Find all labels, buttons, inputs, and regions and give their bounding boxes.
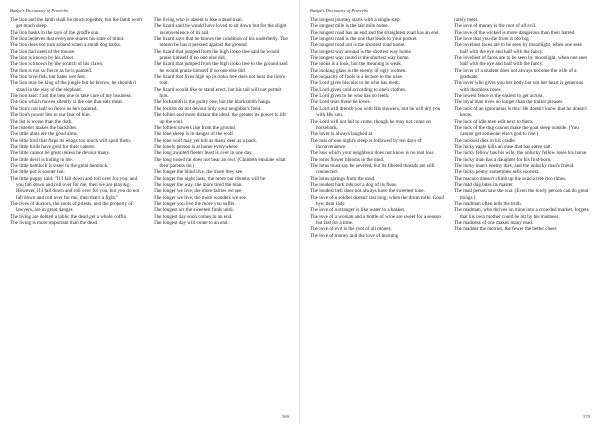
proverb-entry: The lover of a student does not always become the wife of a graduate. [454, 67, 577, 81]
proverb-entry: The lizard says that he knows the condition of his underbelly. The reason he has it pressed against the ground. [153, 36, 288, 49]
proverb-entry: The longest way around is the shortest way home. [310, 48, 412, 55]
proverb-entry: The madder the merrier, the fewer the better cheer. [454, 226, 558, 233]
proverb-entry: The longest act the sweetest finds until. [153, 207, 234, 214]
page-number: 570 [583, 414, 590, 419]
proverb-entry: The loss which your neighbour does not know is no real loss. [310, 150, 435, 157]
proverb-entry: The locksmith is the guilty one, but the blacksmith hangs. [153, 99, 272, 106]
proverb-entry: The longest road out is the shortest road home. [310, 42, 406, 49]
proverb-entry: The lion's power lies in our fear of him. [10, 112, 91, 119]
column [154, 17, 290, 408]
proverb-entry: The lone sheep is in danger of the wolf. [153, 131, 235, 138]
column [10, 17, 146, 408]
proverb-entry: The madness of one makes many mad. [454, 220, 534, 226]
proverb-entry: The looks is a look, but the meaning is weak. [310, 61, 403, 68]
proverb-entry: The loyal man lives no longer than the traitor pleases. [454, 99, 564, 106]
proverb-entry: The little devil is hiding in me. [10, 156, 73, 163]
proverb-entry: The locusts do not devour only your neighbor's field. [153, 105, 262, 112]
proverb-entry: The lion is known by the scratch of his claws. [10, 61, 104, 68]
proverb-entry: The lion had need of the mouse. [10, 48, 76, 55]
proverb-entry: The lonely person is at home everywhere. [153, 143, 239, 150]
proverb-entry: The mad person saw the war. (Even the lowly person can do great things.) [454, 188, 589, 201]
text-columns [10, 17, 289, 408]
right-page [300, 0, 600, 424]
proverb-entry: The loss of one night's sleep is followed by ten days of inconvenience. [310, 137, 422, 150]
proverb-entry: The love that you die from is too big. [454, 36, 530, 43]
proverb-entry: The loveliest of faces are to be seen by moonlight, when one sees half with the eye and half with the fancy. [454, 55, 588, 68]
proverb-entry: The longest day will come to an end. [153, 220, 229, 226]
column [310, 17, 446, 408]
proverb-entry: The little puppy said: "If I fall down and roll over for you, and you fall down and roll over for me, then we are playing. However, if I fall down and roll over for you, but you do not fall down and roll over for me, then that's a fight." [10, 175, 140, 201]
proverb-entry: The looking glass is the enemy of ugly women. [310, 67, 407, 74]
proverb-entry: The lion which moves silently is the one that eats meat. [10, 99, 124, 106]
proverb-entry: The longer we live, the more wonders we see. [153, 194, 248, 201]
proverb-entry: The lion may be king of the jungle but he knows, he shouldn't stand in the way of the elephant. [10, 80, 137, 93]
proverb-entry: The loftier and more distant the ideal, the greater its power to lift up the soul. [153, 112, 286, 125]
proverb-entry: The lion is known by his claws. [10, 55, 75, 62]
proverb-entry: The lizard that lives high up in iroko tree does not hear the lion's roar. [153, 74, 285, 87]
proverb-entry: The little birds have gold for their caterer. [10, 143, 96, 150]
proverb-entry: The macaco doesn't climb up the acacia tree two times. [454, 175, 567, 182]
column [454, 17, 590, 408]
proverb-entry: The longer the blind live, the more they see. [153, 169, 244, 176]
proverb-entry: The long awaited fleeter feast is over in one day. [153, 150, 253, 157]
proverb-entry: The lives of doctors, the souls of priests, and the property of lawyers, are in great danger. [10, 200, 133, 214]
proverb-entry: The love of a woman and a bottle of wine are sweet for a season but last for a time. [310, 213, 441, 226]
proverb-entry: The loudest bark rids not a dog of its fleas. [310, 181, 398, 188]
proverb-entry: The love of a stranger is like water in a basket. [310, 207, 406, 214]
proverb-entry: The lion said: I am the best one to take care of my business. [10, 93, 132, 100]
proverb-entry: The madman, who thrives on mine into a crowded market, forgets that his own mother could be hit by his madness. [454, 207, 589, 220]
proverb-entry: The lizard that jumped from the high iroko tree said he would praise himself if no one else did. [153, 48, 280, 62]
proverb-entry: The luckiest dies in his cradle. [454, 137, 516, 144]
proverb-entry: The loftiest towers rise from the ground. [153, 124, 236, 131]
proverb-entry: The luck of an ignoramus is this: He doesn't know that he doesn't know. [454, 105, 587, 119]
proverb-entry: The longest day soon comes to an end. [153, 213, 233, 220]
proverb-entry: The longer we live, the more fairies we see. [153, 188, 243, 195]
proverb-entry: The lion love-fish, but hates wet feet. [10, 74, 87, 81]
proverb-entry: The loquacity of fools is a lecture to the wise. [310, 74, 404, 81]
proverb-entry: The love of money is the root of all evil. [454, 23, 537, 30]
proverb-entry: The longer the way, the more tired the man. [153, 181, 243, 188]
proverb-entry: The longest road is the one that leads to your pocket. [310, 36, 418, 43]
proverb-entry: The lion's not half so fierce as he's painted. [10, 105, 98, 112]
proverb-entry: The lion does not turn around when a small dog barks. [10, 42, 122, 49]
proverb-entry: The lover who gives you her body but not her heart is generous with thornless roses. [454, 80, 584, 93]
proverb-entry: The lizard would like to stand erect, but his tail will not permit him. [153, 86, 282, 100]
proverb-entry: The little hemlock is sister to the great hemlock. [10, 162, 109, 169]
proverb-entry: The lion basks in the rays of the giraffe sun. [10, 29, 100, 36]
proverb-entry: The lowest fence is the easiest to get across. [454, 93, 544, 100]
proverb-entry: The love of a soldier doesn't last long; when the drum rolls: Good bye, dear lady. [310, 194, 444, 207]
proverb-entry: The listener makes the backbiter. [10, 124, 78, 131]
proverb-entry: The Lord will drench you with His showers, but he will dry you with His sun. [310, 105, 441, 119]
proverb-entry: The lion believes that everyone shares his state of mind. [10, 36, 125, 43]
page-number: 569 [282, 414, 289, 419]
proverb-entry: The lotus springs from the mud. [310, 175, 376, 182]
proverb-entry: The love of evil is the root of all money. [310, 226, 392, 233]
proverb-entry: The loudest bell does not always have the sweetest tone. [310, 188, 425, 195]
proverb-entry: The lizard said he would have loved to sit down but for the slight inconvenience of its tail. [153, 23, 287, 36]
text-columns [310, 17, 590, 408]
proverb-entry: The loveliest faces are to be seen by moonlight, when one sees half with the eye and half with the fancy. [454, 42, 582, 55]
proverb-entry: The little cannot be great unless he devour many. [10, 150, 110, 157]
proverb-entry: The lucky eagle kills an ouse that has eaten salt. [454, 143, 552, 150]
proverb-entry: The Lord will not fail to come, though he may not come on horseback. [310, 118, 431, 131]
proverb-entry: The longer the night lasts, the more our dreams will be. [153, 175, 267, 182]
proverb-entry: The Lord gives biscuits to he who has teeth. [310, 80, 400, 87]
proverb-entry: The mad dog bites its master. [454, 181, 514, 188]
proverb-entry: The love of the wicked is more dangerous than their hatred. [454, 29, 576, 36]
proverb-entry: The lone wolf may yet kill as many deer as a pack. [153, 137, 258, 144]
proverb-entry: The living is more important than the dead. [10, 220, 99, 226]
proverb-entry: The luck of the dog cannot make the goat sleep outside. (You cannot get someone else's god to rise.) [454, 124, 579, 138]
proverb-entry: The madman often tells the truth. [454, 200, 522, 207]
proverb-entry: The lion is not so fierce as he is painted. [10, 67, 93, 74]
proverb-entry: The living are dented a table; the dead get a whole coffin. [10, 213, 128, 220]
proverb-entry: The list is worse than the doth. [10, 118, 73, 125]
proverb-entry: The longest mile is the last mile home. [310, 23, 389, 30]
proverb-entry: The Lord gives to he who has no teeth. [310, 93, 390, 100]
proverb-entry: rarely meet. [454, 17, 479, 23]
proverb-entry: The longest way round is the shortest way home. [310, 55, 410, 62]
proverb-entry: The little bird that flaps its wings too much will spoil them. [10, 137, 132, 144]
proverb-entry: The lucky fellow has his wife, the unlucky fellow loses his horse. [454, 150, 588, 157]
proverb-entry: The longest road has an end and the straightest road has an end. [310, 29, 440, 36]
proverb-entry: The lotus flower blooms in the mud. [310, 156, 385, 163]
proverb-entry: The lizard that jumped from the high iroko tree to the ground said he would praise himself if no one else did. [153, 61, 288, 74]
proverb-entry: The lover is always laughed at. [310, 131, 374, 138]
proverb-entry: The Lord gives cold according to one's clothes. [310, 86, 407, 93]
proverb-entry: The little pot is sooner hot. [10, 169, 65, 176]
proverb-entry: The lucky penny sometimes sells soonest. [454, 169, 540, 176]
running-head: Budge's Dictionary of Proverbs [10, 8, 69, 13]
proverb-entry: The Lord tests those he loves. [310, 99, 371, 106]
proverb-entry: The lotus must say be severed, but its fibered threads are still connected. [310, 162, 435, 176]
proverb-entry: The luck of idle men edit next to them. [454, 118, 534, 125]
proverb-entry: The longest journey starts with a single step. [310, 17, 401, 23]
proverb-entry: The long nosed rat does not bear an owl. (Children emulate what their parents do.) [153, 156, 286, 169]
proverb-entry: The living who is absent is like a dead man. [153, 17, 243, 23]
running-head: Budge's Dictionary of Proverbs [310, 8, 369, 13]
proverb-entry: The little alms are the good alms. [10, 131, 79, 138]
proverb-entry: The love of money and the love of learning [310, 232, 399, 239]
proverb-entry: The lucky man has a daughter for his first-born. [454, 156, 552, 163]
proverb-entry: The longer you live the more you suffer. [153, 200, 236, 207]
proverb-entry: The lion and the lamb shall lie down together, but the lamb won't get much sleep. [10, 17, 143, 30]
proverb-entry: The lucky man's enemy dies, and the unlucky man's friend. [454, 162, 575, 169]
